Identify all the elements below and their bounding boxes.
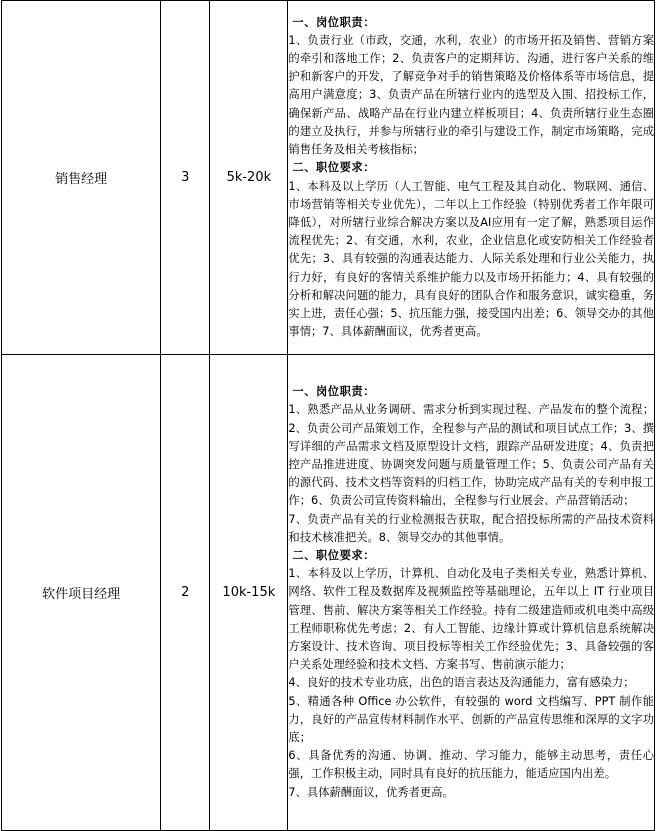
duties-paragraph: 7、负责产品有关的行业检测报告获取，配合招投标所需的产品技术资料和技术核准把关。8、领导交办的其他事情。 — [288, 512, 654, 544]
duties-heading: 一、岗位职责： — [292, 15, 375, 29]
headcount: 2 — [161, 355, 210, 831]
duties-paragraph: 1、负责行业（市政，交通，水利，农业）的市场开拓及销售、营销方案的牵引和落地工作；2、负责客户的定期拜访、沟通，进行客户关系的维护和新客户的开发，了解竞争对手的销售策略及价格体系等市场信息，提高用户满意度；3、负责产品在所辖行业内的选型及入围、招投标工作，确保新产品、战略产品在行业内建立样板项目；4、负责所辖行业生态圈的建立及执行，并参与所辖行业的牵引与建设工作，制定市场策略，完成销售任务及相关考核指标； — [288, 33, 654, 157]
requirements-heading: 二、职位要求： — [292, 161, 375, 175]
job-title: 软件项目经理 — [2, 355, 161, 831]
headcount: 3 — [161, 1, 210, 355]
requirements-paragraph: 1、本科及以上学历，计算机、自动化及电子类相关专业，熟悉计算机、网络、软件工程及数据库及视频监控等基础理论，五年以上 IT 行业项目管理、售前、解决方案等相关工作经验。持有二级建造师或机电类中高级工程师职称优先考虑；2、有人工智能、边缘计算或计算机信息系统解决方案设计、技术咨询、项目投标等相关工作经验优先；3、具备较强的客户关系处理经验和技术文档、方案书写、售前演示能力； — [288, 567, 654, 672]
job-table — [1, 0, 655, 831]
job-title: 销售经理 — [2, 1, 161, 355]
requirements-paragraph: 7、具体薪酬面议，优秀者更高。 — [288, 785, 454, 799]
requirements-paragraph: 5、精通各种 Office 办公软件，有较强的 word 文档编写、PPT 制作能力，良好的产品宣传材料制作水平、创新的产品宣传思维和深厚的文字功底； — [288, 694, 654, 745]
job-description — [288, 355, 655, 831]
duties-heading: 一、岗位职责： — [292, 385, 375, 399]
requirements-paragraph: 4、良好的技术专业功底，出色的语言表达及沟通能力，富有感染力； — [288, 676, 635, 690]
duties-paragraph: 1、熟悉产品从业务调研、需求分析到实现过程、产品发布的整个流程；2、负责公司产品策划工作，全程参与产品的测试和项目试点工作；3、撰写详细的产品需求文档及原型设计文档，跟踪产品研发进度；4、负责把控产品推进进度、协调突发问题与质量管理工作；5、负责公司产品有关的源代码、技术文档等资料的归档工作，协助完成产品有关的专利申报工作；6、负责公司宣传资料输出，全程参与行业展会、产品营销活动； — [288, 403, 654, 508]
job-description — [288, 1, 655, 355]
salary-range: 5k-20k — [210, 1, 288, 355]
salary-range: 10k-15k — [210, 355, 288, 831]
requirements-heading: 二、职位要求： — [292, 548, 375, 562]
table-row — [2, 1, 655, 355]
requirements-paragraph: 1、本科及以上学历（人工智能、电气工程及其自动化、物联网、通信、市场营销等相关专业优先），二年以上工作经验（特别优秀者工作年限可降低），对所辖行业综合解决方案以及AI应用有一定了解，熟悉项目运作流程优先；2、有交通，水利，农业，企业信息化或安防相关工作经验者优先；3、具有较强的沟通表达能力、人际关系处理和行业公关能力，执行力好，有良好的客情关系维护能力以及市场开拓能力；4、具有较强的分析和解决问题的能力，具有良好的团队合作和服务意识，诚实稳重，务实上进，责任心强；5、抗压能力强，接受国内出差；6、领导交办的其他事情；7、具体薪酬面议，优秀者更高。 — [288, 179, 654, 339]
requirements-paragraph: 6、具备优秀的沟通、协调、推动、学习能力，能够主动思考，责任心强，工作积极主动，同时具有良好的抗压能力，能适应国内出差。 — [288, 749, 654, 781]
table-row — [2, 355, 655, 831]
